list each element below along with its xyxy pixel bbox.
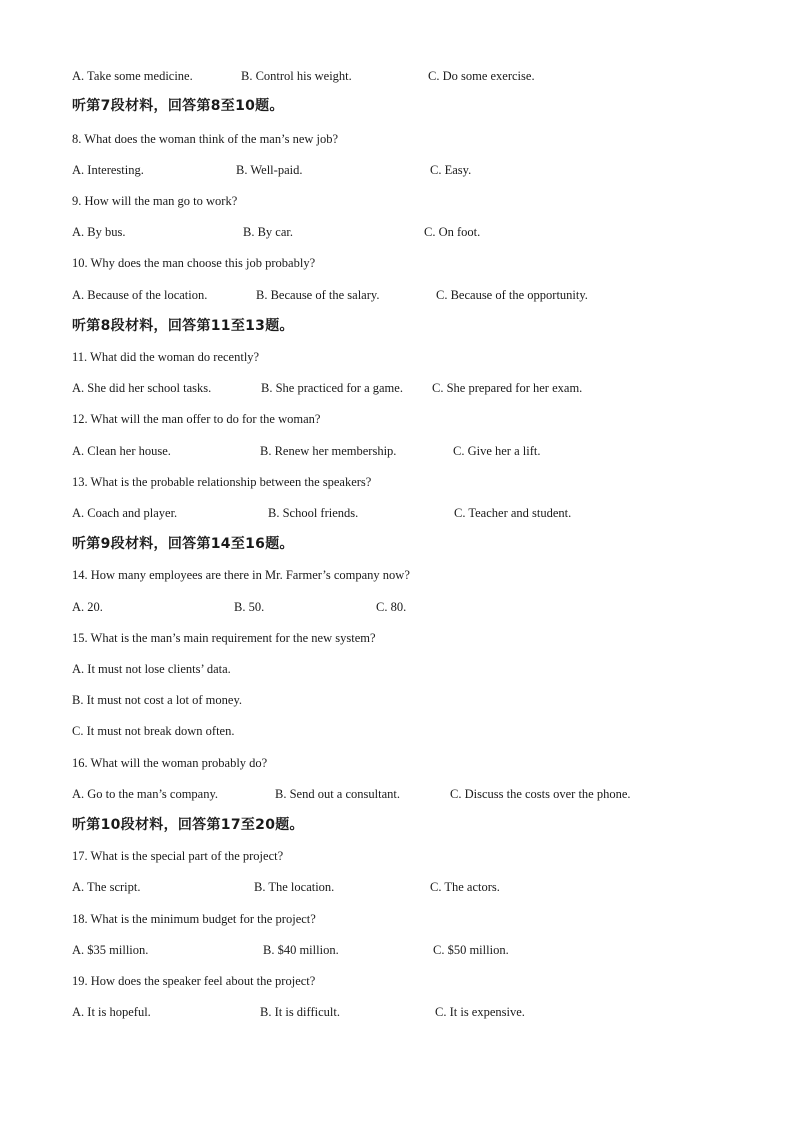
q13-option-a: A. Coach and player.	[72, 506, 178, 520]
q12-option-a: A. Clean her house.	[72, 444, 171, 458]
section-7-heading: 听第7段材料，回答第8至10题。	[72, 98, 284, 114]
q18-question: 18. What is the minimum budget for the project?	[72, 912, 316, 926]
q13-option-c: C. Teacher and student.	[454, 506, 572, 520]
q16-question: 16. What will the woman probably do?	[72, 756, 268, 770]
q18-option-a: A. $35 million.	[72, 943, 149, 957]
q19-option-c: C. It is expensive.	[435, 1005, 525, 1019]
q14-question: 14. How many employees are there in Mr. Farmer’s company now?	[72, 568, 410, 582]
q18-option-c: C. $50 million.	[433, 943, 509, 957]
q14-option-b: B. 50.	[234, 600, 265, 614]
q13-question: 13. What is the probable relationship between the speakers?	[72, 475, 372, 489]
q19-option-b: B. It is difficult.	[260, 1005, 340, 1019]
q13-option-b: B. School friends.	[268, 506, 359, 520]
q12-question: 12. What will the man offer to do for the woman?	[72, 412, 321, 426]
q9-option-b: B. By car.	[243, 225, 293, 239]
q11-option-c: C. She prepared for her exam.	[432, 381, 583, 395]
q15-question: 15. What is the man’s main requirement for the new system?	[72, 631, 376, 645]
q17-option-a: A. The script.	[72, 880, 141, 894]
q8-option-c: C. Easy.	[430, 163, 472, 177]
q18-option-b: B. $40 million.	[263, 943, 339, 957]
q17-option-b: B. The location.	[254, 880, 335, 894]
q10-option-b: B. Because of the salary.	[256, 288, 380, 302]
q14-option-c: C. 80.	[376, 600, 407, 614]
q16-option-b: B. Send out a consultant.	[275, 787, 400, 801]
q14-option-a: A. 20.	[72, 600, 103, 614]
q15-option-a: A. It must not lose clients’ data.	[72, 662, 231, 676]
q15-option-b: B. It must not cost a lot of money.	[72, 693, 243, 707]
q7-option-b: B. Control his weight.	[241, 69, 352, 83]
q8-option-a: A. Interesting.	[72, 163, 144, 177]
q10-option-c: C. Because of the opportunity.	[436, 288, 588, 302]
q10-question: 10. Why does the man choose this job probably?	[72, 256, 316, 270]
q12-option-c: C. Give her a lift.	[453, 444, 541, 458]
q9-option-a: A. By bus.	[72, 225, 126, 239]
section-10-heading: 听第10段材料，回答第17至20题。	[72, 817, 304, 833]
q8-question: 8. What does the woman think of the man’s new job?	[72, 132, 339, 146]
q12-option-b: B. Renew her membership.	[260, 444, 397, 458]
q11-option-b: B. She practiced for a game.	[261, 381, 403, 395]
q15-option-c: C. It must not break down often.	[72, 724, 235, 738]
q17-option-c: C. The actors.	[430, 880, 500, 894]
q9-question: 9. How will the man go to work?	[72, 194, 238, 208]
q19-question: 19. How does the speaker feel about the project?	[72, 974, 316, 988]
q17-question: 17. What is the special part of the project?	[72, 849, 284, 863]
section-8-heading: 听第8段材料，回答第11至13题。	[72, 318, 294, 334]
q11-question: 11. What did the woman do recently?	[72, 350, 260, 364]
section-9-heading: 听第9段材料，回答第14至16题。	[72, 536, 294, 552]
q8-option-b: B. Well-paid.	[236, 163, 303, 177]
q10-option-a: A. Because of the location.	[72, 288, 208, 302]
q11-option-a: A. She did her school tasks.	[72, 381, 212, 395]
q16-option-c: C. Discuss the costs over the phone.	[450, 787, 631, 801]
q7-option-a: A. Take some medicine.	[72, 69, 193, 83]
q16-option-a: A. Go to the man’s company.	[72, 787, 219, 801]
q7-option-c: C. Do some exercise.	[428, 69, 535, 83]
q9-option-c: C. On foot.	[424, 225, 481, 239]
q19-option-a: A. It is hopeful.	[72, 1005, 151, 1019]
